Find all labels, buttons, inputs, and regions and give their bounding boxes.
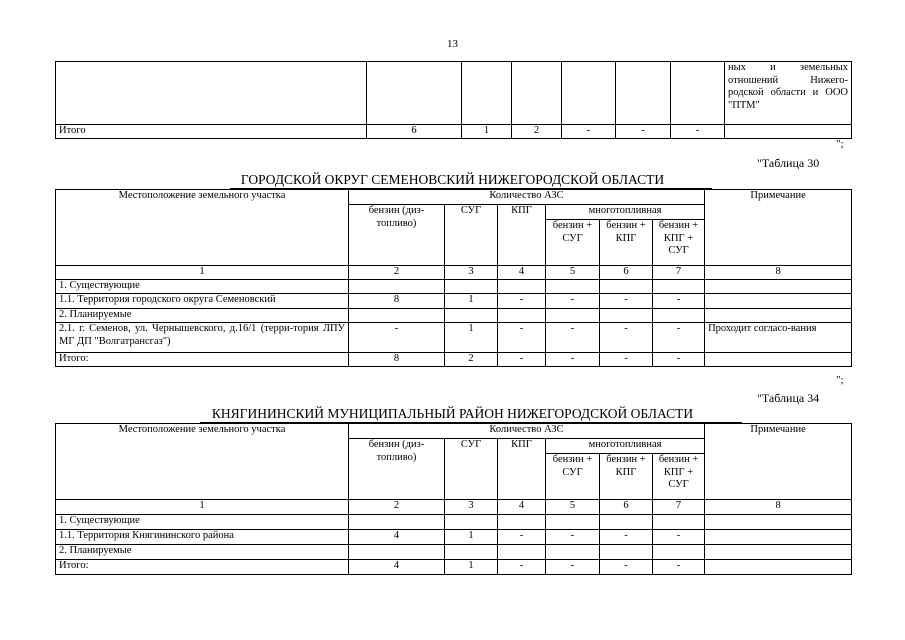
table-row: 2. Планируемые bbox=[56, 545, 852, 560]
header-multi-b: бензин + КПГ bbox=[600, 454, 653, 500]
table30-caption: "Таблица 30 bbox=[757, 156, 820, 170]
header-lpg: СУГ bbox=[445, 439, 498, 500]
header-multi-a: бензин + СУГ bbox=[546, 454, 600, 500]
table30 bbox=[55, 189, 852, 367]
table-row: Итого 6 1 2 - - - bbox=[56, 125, 852, 139]
numbering-row: 1 2 3 4 5 6 7 8 bbox=[56, 266, 852, 280]
table-row: 1.1. Территория городского округа Семеновский 8 1 - - - - bbox=[56, 294, 852, 309]
header-note: Примечание bbox=[705, 190, 852, 266]
header-multi-c: бензин + КПГ + СУГ bbox=[653, 220, 705, 266]
numbering-row: 1 2 3 4 5 6 7 8 bbox=[56, 500, 852, 515]
header-multi: многотопливная bbox=[546, 205, 705, 220]
header-location: Местоположение земельного участка bbox=[56, 190, 349, 266]
table-row: 2.1. г. Семенов, ул. Чернышевского, д.16/1 (терри-тория ЛПУ МГ ДП "Волгатрансгаз") - 1 - - - - Проходит согласо-вания bbox=[56, 323, 852, 353]
table-row: Итого: 8 2 - - - - bbox=[56, 353, 852, 367]
table30-title: ГОРОДСКОЙ ОКРУГ СЕМЕНОВСКИЙ НИЖЕГОРОДСКОЙ ОБЛАСТИ bbox=[240, 172, 665, 187]
header-lpg: СУГ bbox=[445, 205, 498, 266]
table34-caption: "Таблица 34 bbox=[757, 391, 820, 405]
header-cng: КПГ bbox=[498, 205, 546, 266]
closing-quote: "; bbox=[836, 374, 844, 386]
header-row bbox=[56, 190, 852, 205]
header-petrol: бензин (диз-топливо) bbox=[349, 205, 445, 266]
table34-title: КНЯГИНИНСКИЙ МУНИЦИПАЛЬНЫЙ РАЙОН НИЖЕГОРОДСКОЙ ОБЛАСТИ bbox=[211, 406, 694, 421]
closing-quote: "; bbox=[836, 138, 844, 150]
table-row: 1. Существующие bbox=[56, 280, 852, 294]
table-row: 1. Существующие bbox=[56, 515, 852, 530]
header-multi: многотопливная bbox=[546, 439, 705, 454]
page-number: 13 bbox=[447, 38, 458, 50]
table-row: 1.1. Территория Княгининского района 4 1 - - - - bbox=[56, 530, 852, 545]
header-cng: КПГ bbox=[498, 439, 546, 500]
table34 bbox=[55, 423, 852, 575]
header-note: Примечание bbox=[705, 424, 852, 500]
header-multi-b: бензин + КПГ bbox=[600, 220, 653, 266]
table-row: Итого: 4 1 - - - - bbox=[56, 560, 852, 575]
top-table bbox=[55, 61, 852, 139]
header-location: Местоположение земельного участка bbox=[56, 424, 349, 500]
table-row: 2. Планируемые bbox=[56, 309, 852, 323]
header-row bbox=[56, 424, 852, 439]
header-multi-c: бензин + КПГ + СУГ bbox=[653, 454, 705, 500]
header-multi-a: бензин + СУГ bbox=[546, 220, 600, 266]
header-petrol: бензин (диз-топливо) bbox=[349, 439, 445, 500]
note-continuation: ных и земельных отношений Нижего-родской области и ООО "ПТМ" bbox=[725, 62, 852, 125]
header-count: Количество АЗС bbox=[349, 424, 705, 439]
total-label: Итого bbox=[56, 125, 367, 139]
header-count: Количество АЗС bbox=[349, 190, 705, 205]
table-row bbox=[56, 62, 852, 125]
